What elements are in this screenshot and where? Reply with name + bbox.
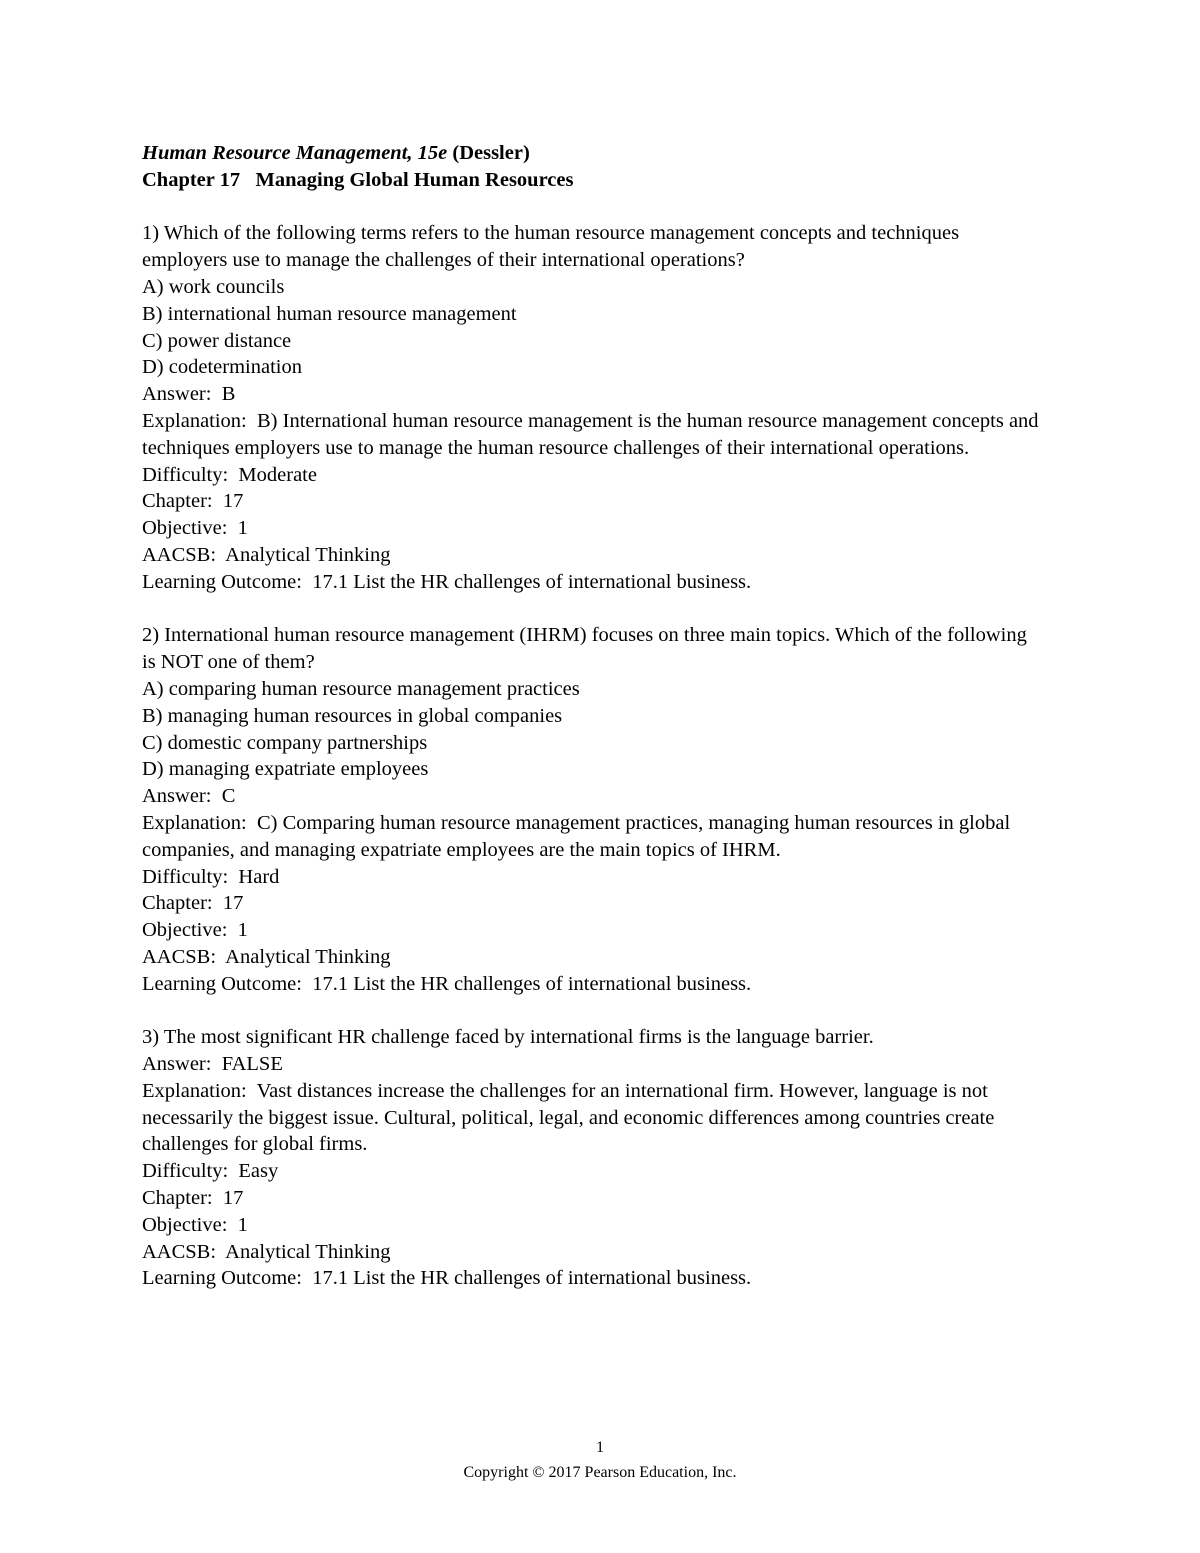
- objective: Objective: 1: [142, 1213, 248, 1236]
- page-content: [142, 140, 1072, 1292]
- answer-option: B) international human resource management: [142, 302, 517, 325]
- book-header: [142, 140, 1072, 167]
- answer-option: D) managing expatriate employees: [142, 758, 429, 781]
- explanation: Explanation: C) Comparing human resource management practices, managing human resources in global companies, and managing expatriate employees are the main topics of IHRM.: [142, 811, 1016, 861]
- book-title: Human Resource Management, 15e: [142, 142, 448, 164]
- chapter-ref: Chapter: 17: [142, 490, 244, 513]
- answer-option: B) managing human resources in global companies: [142, 704, 563, 727]
- answer-line: Answer: B: [142, 383, 236, 406]
- difficulty: Difficulty: Hard: [142, 865, 280, 888]
- aacsb: AACSB: Analytical Thinking: [142, 543, 391, 566]
- question-stem: 3) The most significant HR challenge faced by international firms is the language barrier.: [142, 1026, 874, 1049]
- objective: Objective: 1: [142, 517, 248, 540]
- aacsb: AACSB: Analytical Thinking: [142, 945, 391, 968]
- learning-outcome: Learning Outcome: 17.1 List the HR challenges of international business.: [142, 1267, 752, 1290]
- chapter-ref: Chapter: 17: [142, 1187, 244, 1210]
- answer-line: Answer: FALSE: [142, 1053, 283, 1076]
- answer-option: C) domestic company partnerships: [142, 731, 428, 754]
- explanation: Explanation: B) International human resource management is the human resource management concepts and techniques employers use to manage the human resource challenges of their international operations.: [142, 409, 1044, 459]
- answer-option: C) power distance: [142, 329, 292, 352]
- question-1: [142, 220, 1072, 595]
- aacsb: AACSB: Analytical Thinking: [142, 1240, 391, 1263]
- difficulty: Difficulty: Easy: [142, 1160, 279, 1183]
- question-2: [142, 622, 1072, 997]
- book-author: (Dessler): [452, 142, 530, 164]
- copyright-notice: Copyright © 2017 Pearson Education, Inc.: [463, 1464, 737, 1481]
- chapter-heading: Chapter 17 Managing Global Human Resources: [142, 168, 574, 191]
- answer-option: D) codetermination: [142, 356, 302, 379]
- answer-line: Answer: C: [142, 785, 236, 808]
- difficulty: Difficulty: Moderate: [142, 463, 317, 486]
- question-stem: 2) International human resource management (IHRM) focuses on three main topics. Which of the following is NOT one of them?: [142, 624, 1027, 674]
- chapter-ref: Chapter: 17: [142, 892, 244, 915]
- learning-outcome: Learning Outcome: 17.1 List the HR challenges of international business.: [142, 570, 752, 593]
- page-number: 1: [596, 1439, 604, 1456]
- question-3: [142, 1024, 1072, 1292]
- learning-outcome: Learning Outcome: 17.1 List the HR challenges of international business.: [142, 972, 752, 995]
- answer-option: A) comparing human resource management practices: [142, 677, 580, 700]
- objective: Objective: 1: [142, 919, 248, 942]
- explanation: Explanation: Vast distances increase the challenges for an international firm. However, language is not necessarily the biggest issue. Cultural, political, legal, and economic differences among countries create challenges for global firms.: [142, 1079, 1000, 1156]
- question-stem: 1) Which of the following terms refers to the human resource management concepts and techniques employers use to manage the challenges of their international operations?: [142, 222, 960, 272]
- answer-option: A) work councils: [142, 275, 285, 298]
